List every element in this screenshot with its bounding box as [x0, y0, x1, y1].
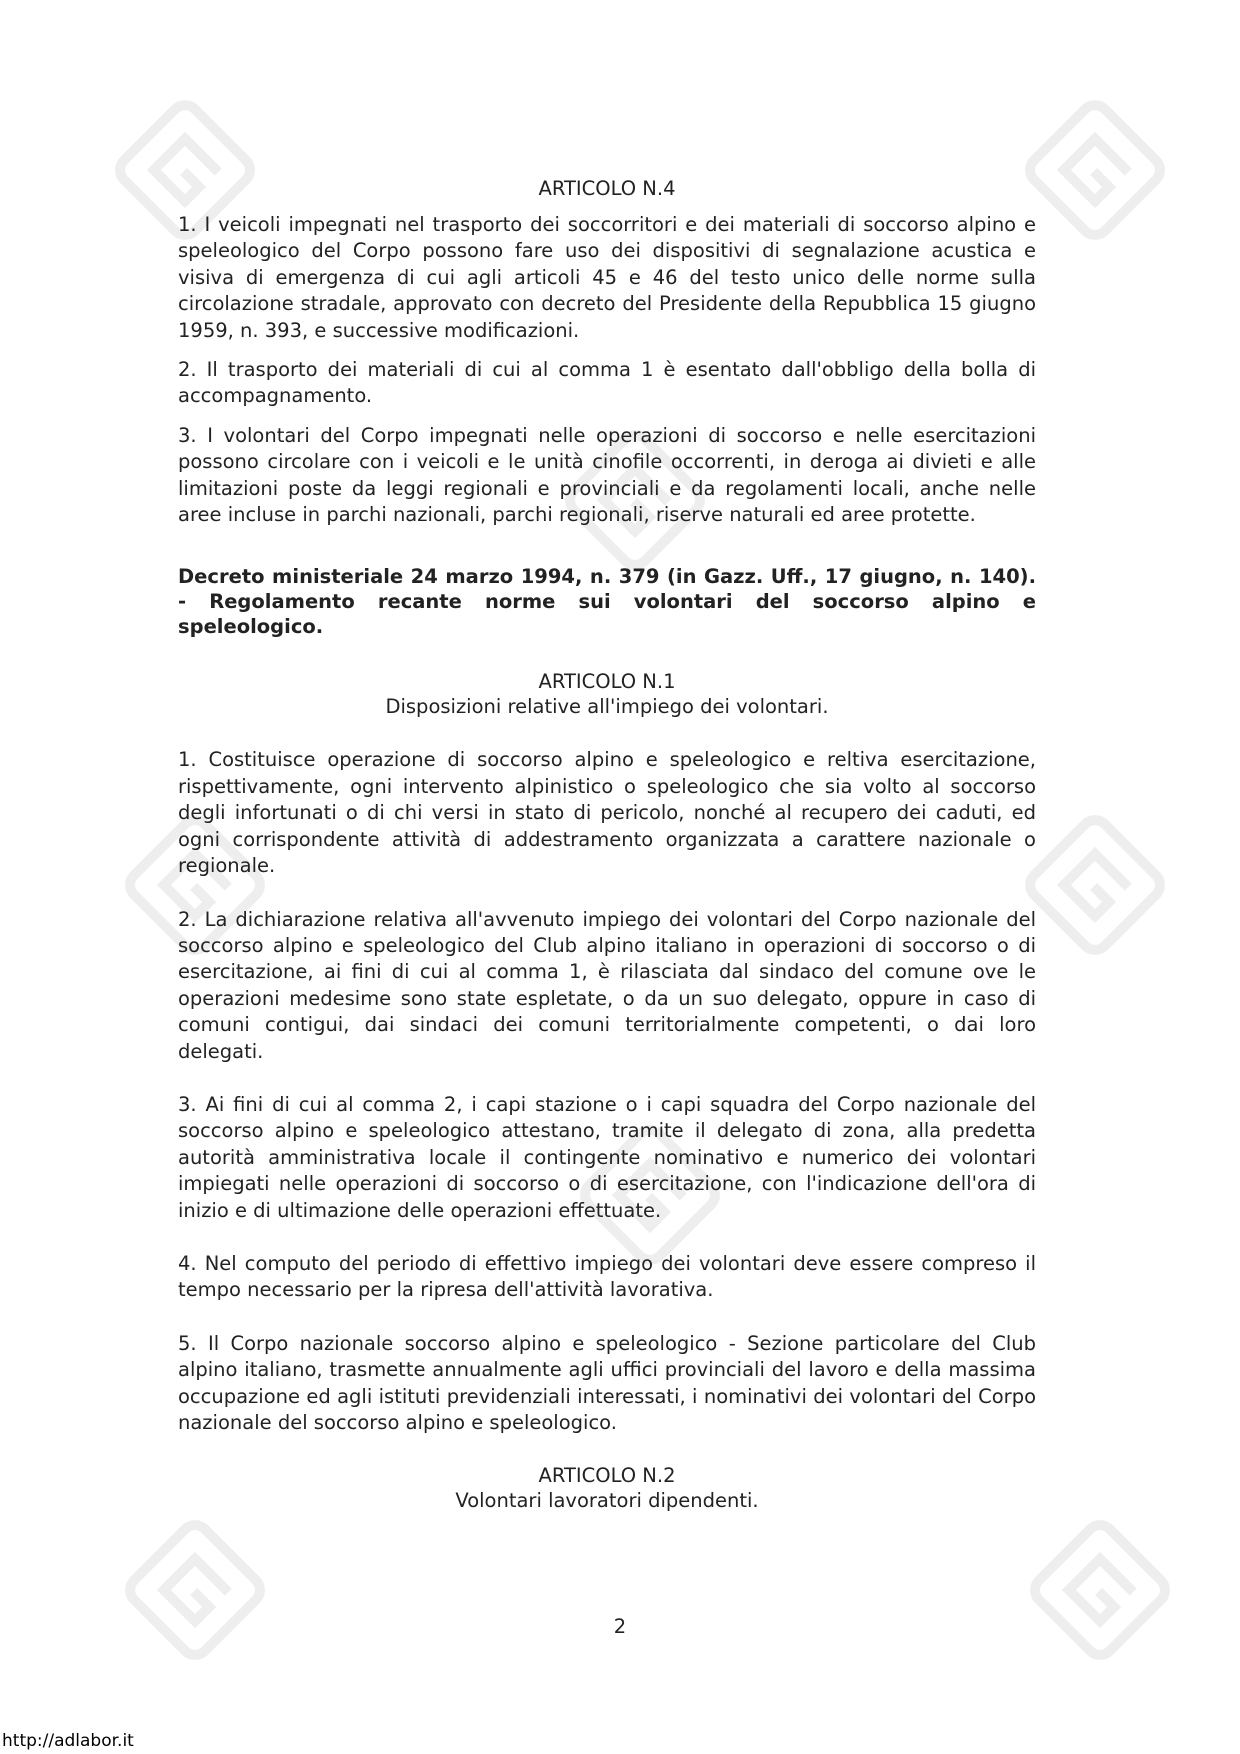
article-1-paragraph-1: 1. Costituisce operazione di soccorso alpino e speleologico e reltiva esercitazione, rispettivamente, ogni intervento alpinistico o speleologico che sia volto al soccorso degli infortunati o di chi versi in stato di pericolo, nonché al recupero dei caduti, ed ogni corrispondente attività di addestramento organizzata a carattere nazionale o regionale.: [178, 748, 1036, 878]
article-1-paragraph-3: 3. Ai fini di cui al comma 2, i capi stazione o i capi squadra del Corpo nazionale del soccorso alpino e speleologico attestano, tramite il delegato di zona, alla predetta autorità amministrativa locale il contingente nominativo e numerico dei volontari impiegati nelle operazioni di soccorso o di esercitazione, con l'indicazione dell'ora di inizio e di ultimazione delle operazioni effettuate.: [178, 1092, 1036, 1222]
article-1-paragraph-5: 5. Il Corpo nazionale soccorso alpino e speleologico - Sezione particolare del Club alpino italiano, trasmette annualmente agli uffici provinciali del lavoro e della massima occupazione ed agli istituti previdenziali interessati, i nominativi dei volontari del Corpo nazionale del soccorso alpino e speleologico.: [178, 1331, 1036, 1434]
adlabor-logo-icon: [1015, 1505, 1185, 1675]
article-4-paragraph-3: 3. I volontari del Corpo impegnati nelle operazioni di soccorso e nelle esercitazioni possono circolare con i veicoli e le unità cinofile occorrenti, in deroga ai divieti e alle limitazioni poste da leggi regionali e provinciali e da regolamenti locali, anche nelle aree incluse in parchi nazionali, parchi regionali, riserve naturali ed aree protette.: [178, 423, 1036, 527]
article-1-paragraph-4: 4. Nel computo del periodo di effettivo impiego dei volontari deve essere compreso il tempo necessario per la ripresa dell'attività lavorativa.: [178, 1251, 1036, 1302]
adlabor-logo-icon: [110, 1505, 280, 1675]
article-4-paragraph-2: 2. Il trasporto dei materiali di cui al comma 1 è esentato dall'obbligo della bolla di accompagnamento.: [178, 358, 1036, 408]
article-4-paragraph-1: 1. I veicoli impegnati nel trasporto dei soccorritori e dei materiali di soccorso alpino e speleologico del Corpo possono fare uso dei dispositivi di segnalazione acustica e visiva di emergenza di cui agli articoli 45 e 46 del testo unico delle norme sulla circolazione stradale, approvato con decreto del Presidente della Repubblica 15 giugno 1959, n. 393, e successive modificazioni.: [178, 213, 1036, 342]
article-2-heading: ARTICOLO N.2: [538, 1464, 676, 1488]
article-1-subheading: Disposizioni relative all'impiego dei volontari.: [385, 695, 829, 719]
document-body: [178, 176, 1036, 1513]
article-4-heading: ARTICOLO N.4: [538, 177, 676, 200]
page-number: 2: [613, 1615, 627, 1638]
article-2-subheading: Volontari lavoratori dipendenti.: [455, 1489, 759, 1513]
decree-title: Decreto ministeriale 24 marzo 1994, n. 379 (in Gazz. Uff., 17 giugno, n. 140). - Regolamento recante norme sui volontari del soccorso alpino e speleologico.: [178, 565, 1036, 639]
article-1-heading: ARTICOLO N.1: [538, 670, 676, 694]
footer-url: http://adlabor.it: [2, 1731, 134, 1751]
article-1-paragraph-2: 2. La dichiarazione relativa all'avvenuto impiego dei volontari del Corpo nazionale del soccorso alpino e speleologico del Club alpino italiano in operazioni di soccorso o di esercitazione, ai fini di cui al comma 1, è rilasciata dal sindaco del comune ove le operazioni medesime sono state espletate, o da un suo delegato, oppure in caso di comuni contigui, dai sindaci dei comuni territorialmente competenti, o dai loro delegati.: [178, 907, 1036, 1063]
